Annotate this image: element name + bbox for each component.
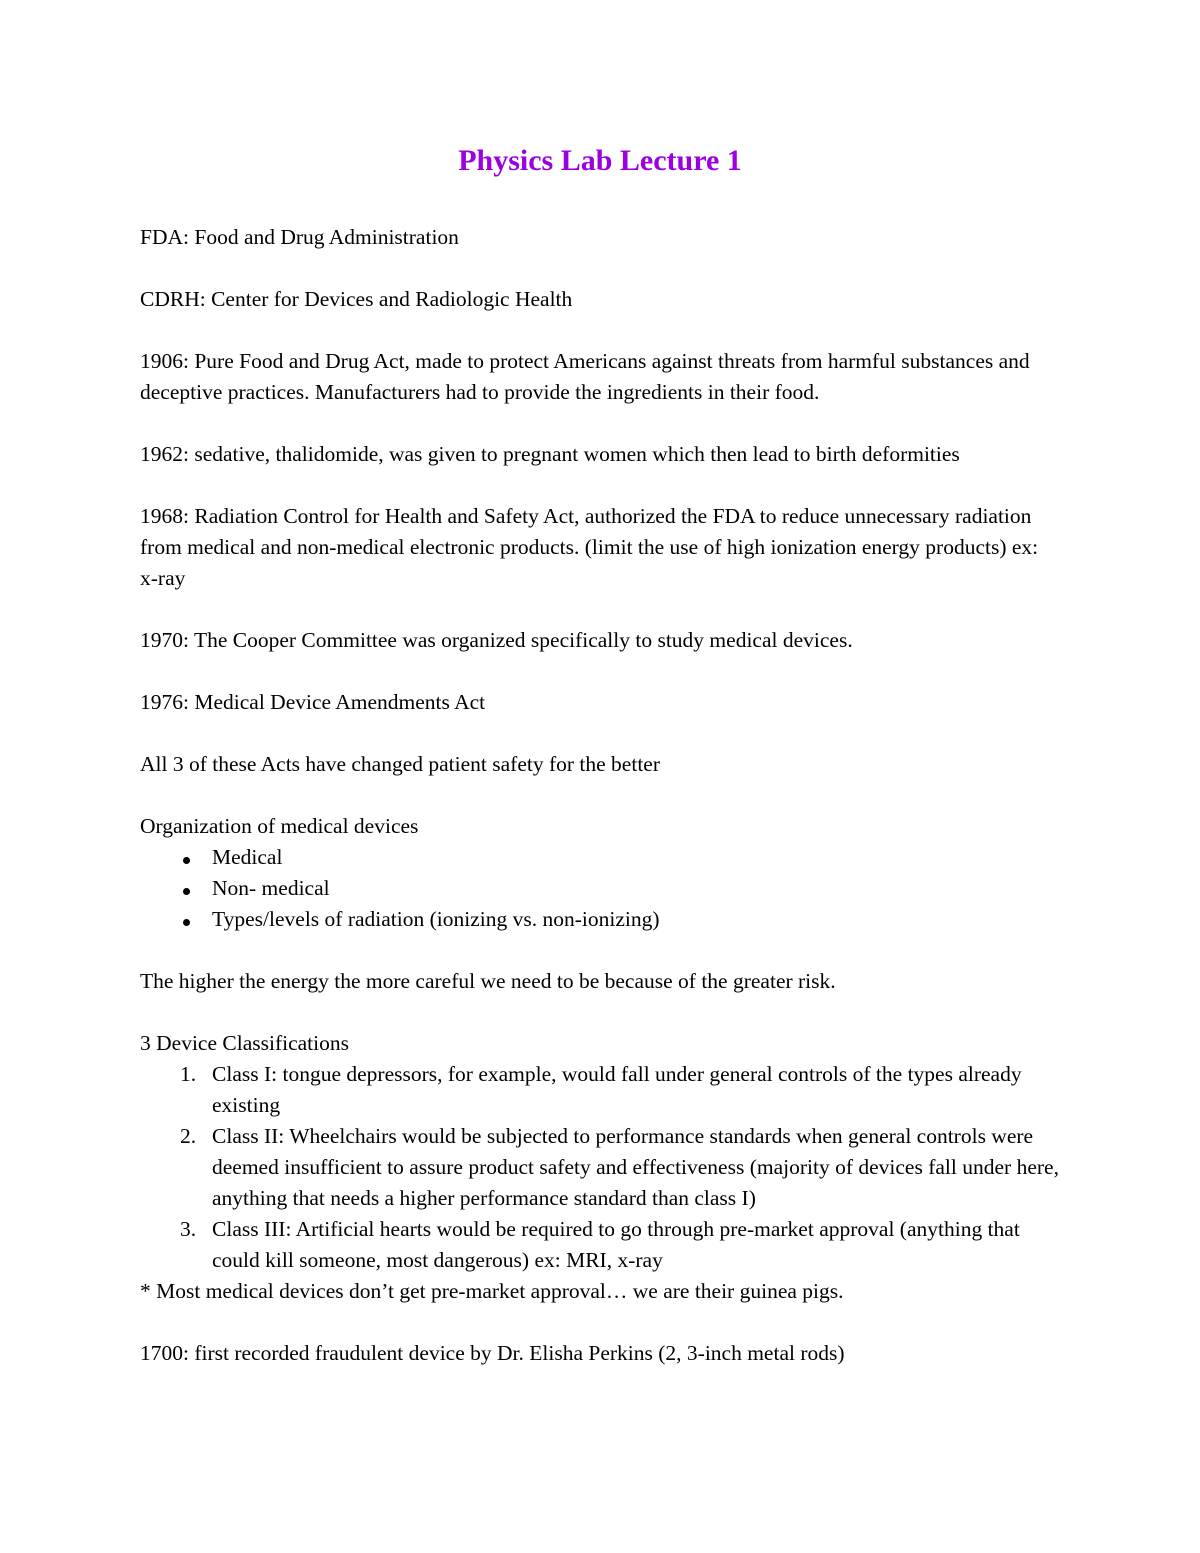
list-item	[180, 842, 1060, 873]
org-heading: Organization of medical devices	[140, 814, 419, 838]
para-1970: 1970: The Cooper Committee was organized specifically to study medical devices.	[140, 628, 853, 652]
para-1962: 1962: sedative, thalidomide, was given to pregnant women which then lead to birth deformities	[140, 442, 960, 466]
para-1968: 1968: Radiation Control for Health and Safety Act, authorized the FDA to reduce unnecessary radiation from medical and non-medical electronic products. (limit the use of high ionization energy products) ex: x-ray	[140, 504, 1039, 590]
para-energy: The higher the energy the more careful we need to be because of the greater risk.	[140, 969, 836, 993]
list-item	[180, 873, 1060, 904]
para-1906: 1906: Pure Food and Drug Act, made to protect Americans against threats from harmful substances and deceptive practices. Manufacturers had to provide the ingredients in their food.	[140, 349, 1030, 404]
bullet-icon	[180, 873, 212, 904]
para-cdrh: CDRH: Center for Devices and Radiologic Health	[140, 287, 573, 311]
list-number: 1.	[180, 1062, 197, 1086]
page-title: Physics Lab Lecture 1	[458, 144, 742, 177]
list-item	[180, 904, 1060, 935]
list-number: 3.	[180, 1217, 197, 1241]
para-premarket-note: * Most medical devices don’t get pre-market approval… we are their guinea pigs.	[140, 1279, 844, 1303]
org-bullet-list	[140, 842, 1060, 935]
para-fda: FDA: Food and Drug Administration	[140, 225, 459, 249]
list-item	[180, 1059, 1060, 1121]
list-item	[180, 1121, 1060, 1214]
bullet-icon	[180, 904, 212, 935]
list-item-text: Class I: tongue depressors, for example, would fall under general controls of the types already existing	[212, 1062, 1022, 1117]
para-1700: 1700: first recorded fraudulent device by Dr. Elisha Perkins (2, 3-inch metal rods)	[140, 1341, 845, 1365]
list-item-text: Class III: Artificial hearts would be required to go through pre-market approval (anything that could kill someone, most dangerous) ex: MRI, x-ray	[212, 1217, 1020, 1272]
bullet-icon	[180, 842, 212, 873]
list-item	[180, 1214, 1060, 1276]
list-item-text: Class II: Wheelchairs would be subjected to performance standards when general controls were deemed insufficient to assure product safety and effectiveness (majority of devices fall under here, anything that needs a higher performance standard than class I)	[212, 1124, 1059, 1210]
class-heading: 3 Device Classifications	[140, 1031, 349, 1055]
para-1976: 1976: Medical Device Amendments Act	[140, 690, 486, 714]
para-all-acts: All 3 of these Acts have changed patient safety for the better	[140, 752, 660, 776]
class-numbered-list	[140, 1059, 1060, 1276]
list-number: 2.	[180, 1124, 197, 1148]
list-item-text: Medical	[212, 845, 283, 869]
list-item-text: Types/levels of radiation (ionizing vs. non-ionizing)	[212, 907, 660, 931]
list-item-text: Non- medical	[212, 876, 330, 900]
